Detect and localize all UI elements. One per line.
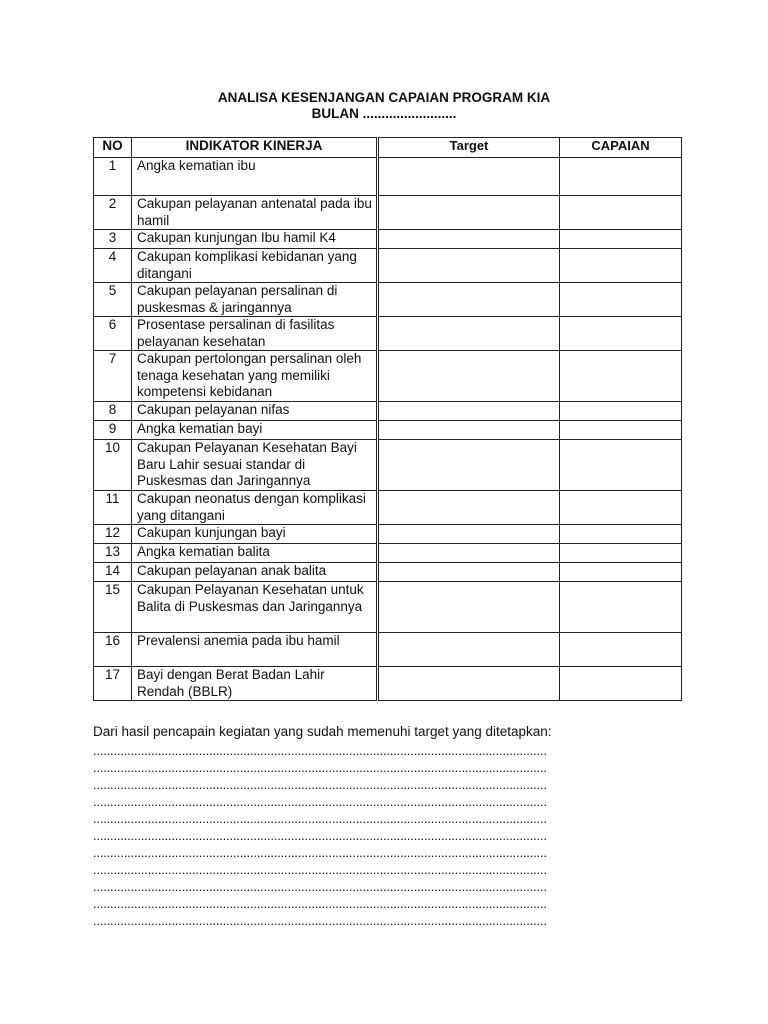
- answer-line[interactable]: .....................................................................................................................................: [93, 794, 547, 809]
- row-indicator: Cakupan kunjungan bayi: [132, 525, 378, 544]
- answer-line[interactable]: .....................................................................................................................................: [93, 828, 547, 843]
- row-number: 9: [94, 421, 132, 440]
- row-number: 6: [94, 317, 132, 351]
- row-target-cell[interactable]: [378, 440, 560, 491]
- row-number: 2: [94, 196, 132, 230]
- row-number: 10: [94, 440, 132, 491]
- table-row: [94, 249, 682, 283]
- row-achievement-cell[interactable]: [560, 158, 682, 196]
- row-indicator: Prevalensi anemia pada ibu hamil: [132, 633, 378, 667]
- table-row: [94, 230, 682, 249]
- row-indicator: Cakupan Pelayanan Kesehatan untuk Balita di Puskesmas dan Jaringannya: [132, 582, 378, 633]
- table-row: [94, 563, 682, 582]
- row-indicator: Cakupan pelayanan antenatal pada ibu hamil: [132, 196, 378, 230]
- row-achievement-cell[interactable]: [560, 230, 682, 249]
- row-achievement-cell[interactable]: [560, 421, 682, 440]
- row-target-cell[interactable]: [378, 582, 560, 633]
- row-target-cell[interactable]: [378, 544, 560, 563]
- row-number: 4: [94, 249, 132, 283]
- table-row: [94, 544, 682, 563]
- answer-line[interactable]: .....................................................................................................................................: [93, 811, 547, 826]
- header-achievement: CAPAIAN: [560, 138, 682, 158]
- row-target-cell[interactable]: [378, 283, 560, 317]
- row-achievement-cell[interactable]: [560, 667, 682, 701]
- row-number: 15: [94, 582, 132, 633]
- answer-line[interactable]: .....................................................................................................................................: [93, 896, 547, 911]
- table-row: [94, 317, 682, 351]
- row-indicator: Cakupan pelayanan anak balita: [132, 563, 378, 582]
- row-indicator: Bayi dengan Berat Badan Lahir Rendah (BBLR): [132, 667, 378, 701]
- row-target-cell[interactable]: [378, 633, 560, 667]
- row-target-cell[interactable]: [378, 230, 560, 249]
- row-number: 7: [94, 351, 132, 402]
- row-achievement-cell[interactable]: [560, 582, 682, 633]
- row-target-cell[interactable]: [378, 351, 560, 402]
- row-number: 14: [94, 563, 132, 582]
- row-number: 11: [94, 491, 132, 525]
- row-target-cell[interactable]: [378, 249, 560, 283]
- row-target-cell[interactable]: [378, 421, 560, 440]
- table-row: [94, 582, 682, 633]
- header-target: Target: [378, 138, 560, 158]
- row-indicator: Cakupan Pelayanan Kesehatan Bayi Baru Lahir sesuai standar di Puskesmas dan Jaringannya: [132, 440, 378, 491]
- header-indicator: INDIKATOR KINERJA: [132, 138, 378, 158]
- answer-line[interactable]: .....................................................................................................................................: [93, 845, 547, 860]
- row-indicator: Cakupan kunjungan Ibu hamil K4: [132, 230, 378, 249]
- table-row: [94, 667, 682, 701]
- answer-line[interactable]: .....................................................................................................................................: [93, 862, 547, 877]
- row-target-cell[interactable]: [378, 491, 560, 525]
- row-number: 12: [94, 525, 132, 544]
- table-body: [94, 158, 682, 701]
- row-achievement-cell[interactable]: [560, 283, 682, 317]
- answer-line[interactable]: .....................................................................................................................................: [93, 777, 547, 792]
- document-title: ANALISA KESENJANGAN CAPAIAN PROGRAM KIA: [217, 90, 551, 105]
- row-achievement-cell[interactable]: [560, 351, 682, 402]
- row-target-cell[interactable]: [378, 317, 560, 351]
- row-indicator: Angka kematian ibu: [132, 158, 378, 196]
- row-achievement-cell[interactable]: [560, 544, 682, 563]
- row-indicator: Cakupan pelayanan nifas: [132, 402, 378, 421]
- row-achievement-cell[interactable]: [560, 633, 682, 667]
- row-achievement-cell[interactable]: [560, 491, 682, 525]
- row-number: 16: [94, 633, 132, 667]
- row-achievement-cell[interactable]: [560, 440, 682, 491]
- row-target-cell[interactable]: [378, 402, 560, 421]
- row-number: 5: [94, 283, 132, 317]
- indicator-table: [93, 137, 682, 701]
- row-indicator: Cakupan pelayanan persalinan di puskesmas & jaringannya: [132, 283, 378, 317]
- answer-line[interactable]: .....................................................................................................................................: [93, 879, 547, 894]
- row-indicator: Cakupan komplikasi kebidanan yang ditangani: [132, 249, 378, 283]
- row-indicator: Prosentase persalinan di fasilitas pelayanan kesehatan: [132, 317, 378, 351]
- header-no: NO: [94, 138, 132, 158]
- row-number: 3: [94, 230, 132, 249]
- answer-line[interactable]: .....................................................................................................................................: [93, 760, 547, 775]
- row-achievement-cell[interactable]: [560, 249, 682, 283]
- row-number: 13: [94, 544, 132, 563]
- row-number: 8: [94, 402, 132, 421]
- row-indicator: Angka kematian bayi: [132, 421, 378, 440]
- table-row: [94, 283, 682, 317]
- row-indicator: Cakupan neonatus dengan komplikasi yang ditangani: [132, 491, 378, 525]
- row-number: 1: [94, 158, 132, 196]
- table-header-row: [94, 138, 682, 158]
- row-indicator: Angka kematian balita: [132, 544, 378, 563]
- summary-prompt: Dari hasil pencapain kegiatan yang sudah memenuhi target yang ditetapkan:: [93, 724, 552, 739]
- row-achievement-cell[interactable]: [560, 402, 682, 421]
- answer-line[interactable]: .....................................................................................................................................: [93, 913, 547, 928]
- row-number: 17: [94, 667, 132, 701]
- row-target-cell[interactable]: [378, 667, 560, 701]
- table-row: [94, 525, 682, 544]
- answer-line[interactable]: .....................................................................................................................................: [93, 743, 547, 758]
- row-target-cell[interactable]: [378, 196, 560, 230]
- table-row: [94, 351, 682, 402]
- table-row: [94, 196, 682, 230]
- document-subtitle: BULAN .........................: [311, 106, 457, 121]
- table-row: [94, 440, 682, 491]
- row-achievement-cell[interactable]: [560, 563, 682, 582]
- table-row: [94, 491, 682, 525]
- row-achievement-cell[interactable]: [560, 196, 682, 230]
- row-target-cell[interactable]: [378, 563, 560, 582]
- row-target-cell[interactable]: [378, 525, 560, 544]
- table-row: [94, 633, 682, 667]
- row-target-cell[interactable]: [378, 158, 560, 196]
- row-achievement-cell[interactable]: [560, 525, 682, 544]
- row-indicator: Cakupan pertolongan persalinan oleh tenaga kesehatan yang memiliki kompetensi kebidanan: [132, 351, 378, 402]
- table-row: [94, 402, 682, 421]
- row-achievement-cell[interactable]: [560, 317, 682, 351]
- table-row: [94, 421, 682, 440]
- table-row: [94, 158, 682, 196]
